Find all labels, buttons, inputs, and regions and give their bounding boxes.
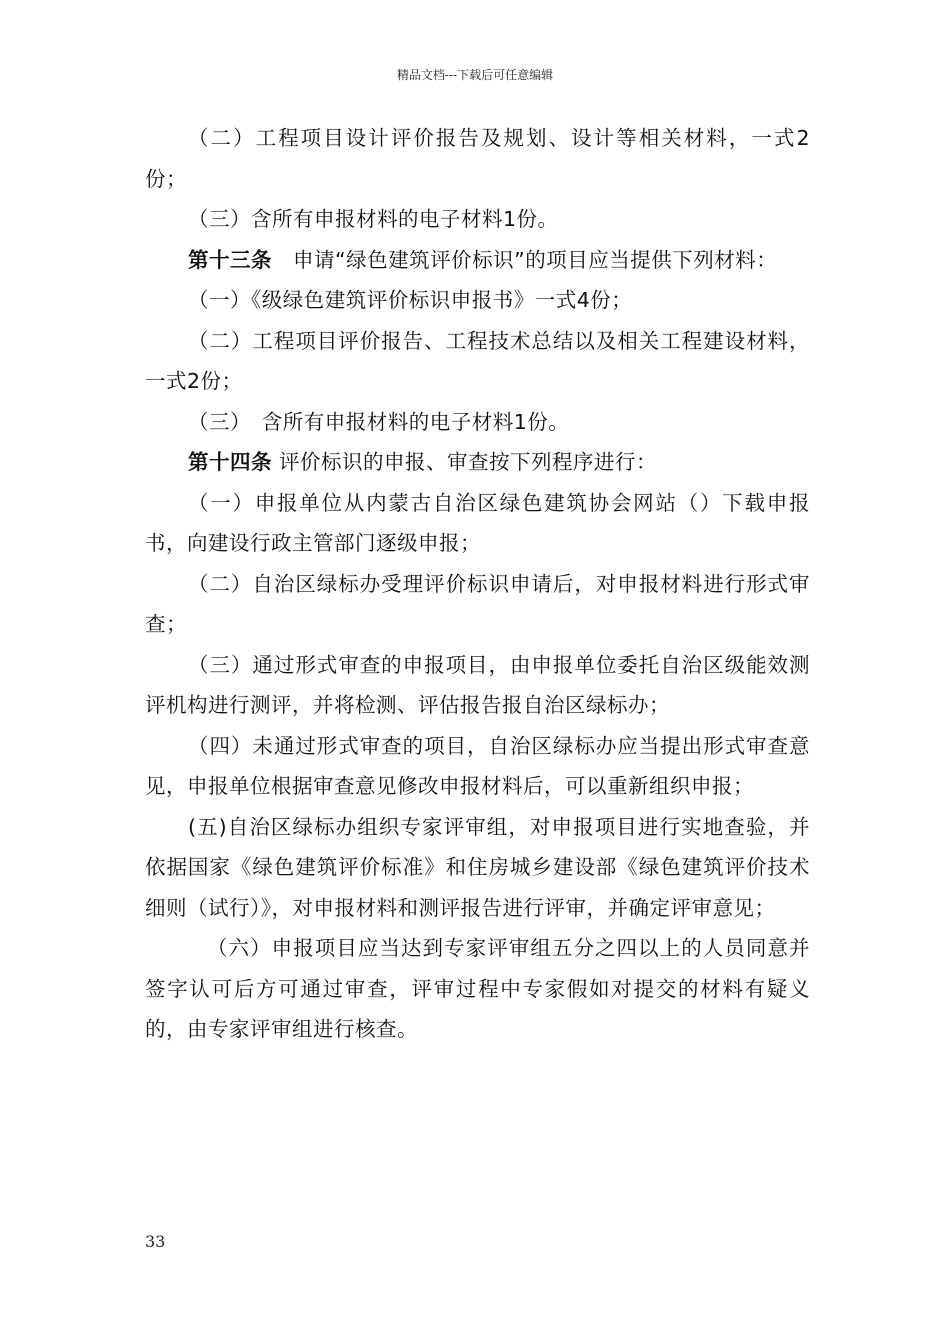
article-14: [145, 442, 810, 483]
article-13-item-3: （三） 含所有申报材料的电子材料1份。: [188, 409, 570, 434]
paragraph-item-3: （三）含所有申报材料的电子材料1份。: [188, 207, 559, 231]
article-14-item-6: （六）申报项目应当达到专家评审组五分之四以上的人员同意并签字认可后方可通过审查，评审过程中专家假如对提交的材料有疑义的，由专家评审组进行核查。: [145, 936, 810, 1041]
article-14-item-2: （二）自治区绿标办受理评价标识申请后，对申报材料进行形式审查；: [145, 571, 810, 636]
article-14-number: 第十四条: [188, 450, 272, 474]
article-13-item-2: （二）工程项目评价报告、工程技术总结以及相关工程建设材料，一式2份；: [145, 328, 810, 393]
paragraph-item-2: （二）工程项目设计评价报告及规划、设计等相关材料，一式2份；: [145, 126, 810, 191]
article-14-text: 评价标识的申报、审查按下列程序进行：: [272, 450, 658, 474]
article-13-item-1: （一）《级绿色建筑评价标识申报书》一式4份；: [188, 288, 633, 312]
article-14-item-3: （三）通过形式审查的申报项目，由申报单位委托自治区级能效测评机构进行测评，并将检测、评估报告报自治区绿标办；: [145, 652, 810, 717]
page-header: 精品文档---下载后可任意编辑: [396, 68, 554, 82]
article-13-number: 第十三条: [188, 247, 272, 272]
article-14-item-4: （四）未通过形式审查的项目，自治区绿标办应当提出形式审查意见，申报单位根据审查意见修改申报材料后，可以重新组织申报；: [145, 733, 810, 798]
article-13: [145, 240, 810, 281]
article-14-item-1: （一）申报单位从内蒙古自治区绿色建筑协会网站（）下载申报书，向建设行政主管部门逐级申报；: [145, 490, 810, 555]
article-13-text: 申请“绿色建筑评价标识”的项目应当提供下列材料：: [272, 247, 778, 272]
article-14-item-5: (五)自治区绿标办组织专家评审组，对申报项目进行实地查验，并依据国家《绿色建筑评价标准》和住房城乡建设部《绿色建筑评价技术细则（试行）》，对申报材料和测评报告进行评审，并确定评审意见；: [145, 814, 810, 920]
document-body: [145, 118, 810, 1050]
page-number: 33: [145, 1232, 166, 1251]
